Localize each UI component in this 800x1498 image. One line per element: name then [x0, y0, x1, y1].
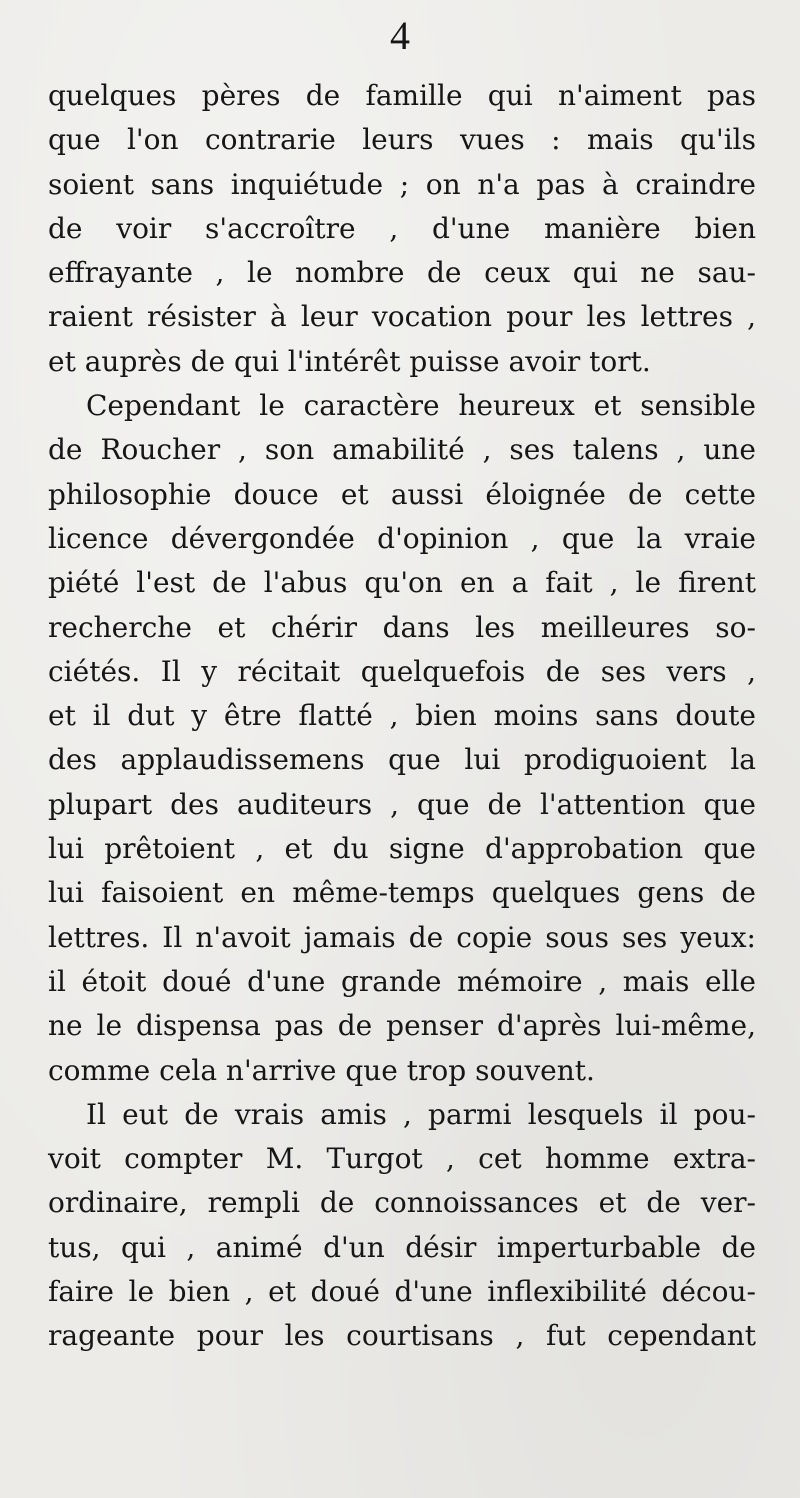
- text-line: lui faisoient en même-temps quelques gens de: [48, 876, 756, 910]
- text-line: ne le dispensa pas de penser d'après lui-même,: [48, 1009, 756, 1043]
- text-line: et il dut y être flatté , bien moins sans doute: [48, 699, 756, 733]
- text-line: faire le bien , et doué d'une inflexibilité décou-: [48, 1275, 756, 1309]
- body-text: [48, 74, 756, 1359]
- text-line: rageante pour les courtisans , fut cependant: [48, 1319, 756, 1353]
- text-line: recherche et chérir dans les meilleures so-: [48, 610, 756, 644]
- text-line: raient résister à leur vocation pour les lettres ,: [48, 300, 756, 334]
- text-line: de voir s'accroître , d'une manière bien: [48, 211, 756, 245]
- text-line: des applaudissemens que lui prodiguoient la: [48, 743, 756, 777]
- text-line: ciétés. Il y récitait quelquefois de ses vers ,: [48, 654, 756, 688]
- text-line: soient sans inquiétude ; on n'a pas à craindre: [48, 167, 756, 201]
- text-line: philosophie douce et aussi éloignée de cette: [48, 477, 756, 511]
- text-line: comme cela n'arrive que trop souvent.: [48, 1053, 595, 1087]
- text-line: et auprès de qui l'intérêt puisse avoir tort.: [48, 344, 651, 378]
- text-line: que l'on contrarie leurs vues : mais qu'ils: [48, 123, 756, 157]
- text-line: effrayante , le nombre de ceux qui ne sau-: [48, 256, 756, 290]
- text-line: lettres. Il n'avoit jamais de copie sous ses yeux:: [48, 920, 756, 954]
- text-line: piété l'est de l'abus qu'on en a fait , le firent: [48, 566, 756, 600]
- text-line: plupart des auditeurs , que de l'attention que: [48, 787, 756, 821]
- text-line: il étoit doué d'une grande mémoire , mais elle: [48, 964, 756, 998]
- page-number: 4: [390, 13, 410, 58]
- text-line: voit compter M. Turgot , cet homme extra-: [48, 1142, 756, 1176]
- text-line: ordinaire, rempli de connoissances et de ver-: [48, 1186, 756, 1220]
- text-line: lui prêtoient , et du signe d'approbation que: [48, 832, 756, 866]
- paragraph-start-line: Cependant le caractère heureux et sensible: [86, 389, 756, 423]
- paragraph-start-line: Il eut de vrais amis , parmi lesquels il pou-: [86, 1097, 756, 1131]
- text-line: licence dévergondée d'opinion , que la vraie: [48, 521, 756, 555]
- text-line: de Roucher , son amabilité , ses talens , une: [48, 433, 756, 467]
- text-line: tus, qui , animé d'un désir imperturbable de: [48, 1230, 756, 1264]
- text-line: quelques pères de famille qui n'aiment pas: [48, 79, 756, 112]
